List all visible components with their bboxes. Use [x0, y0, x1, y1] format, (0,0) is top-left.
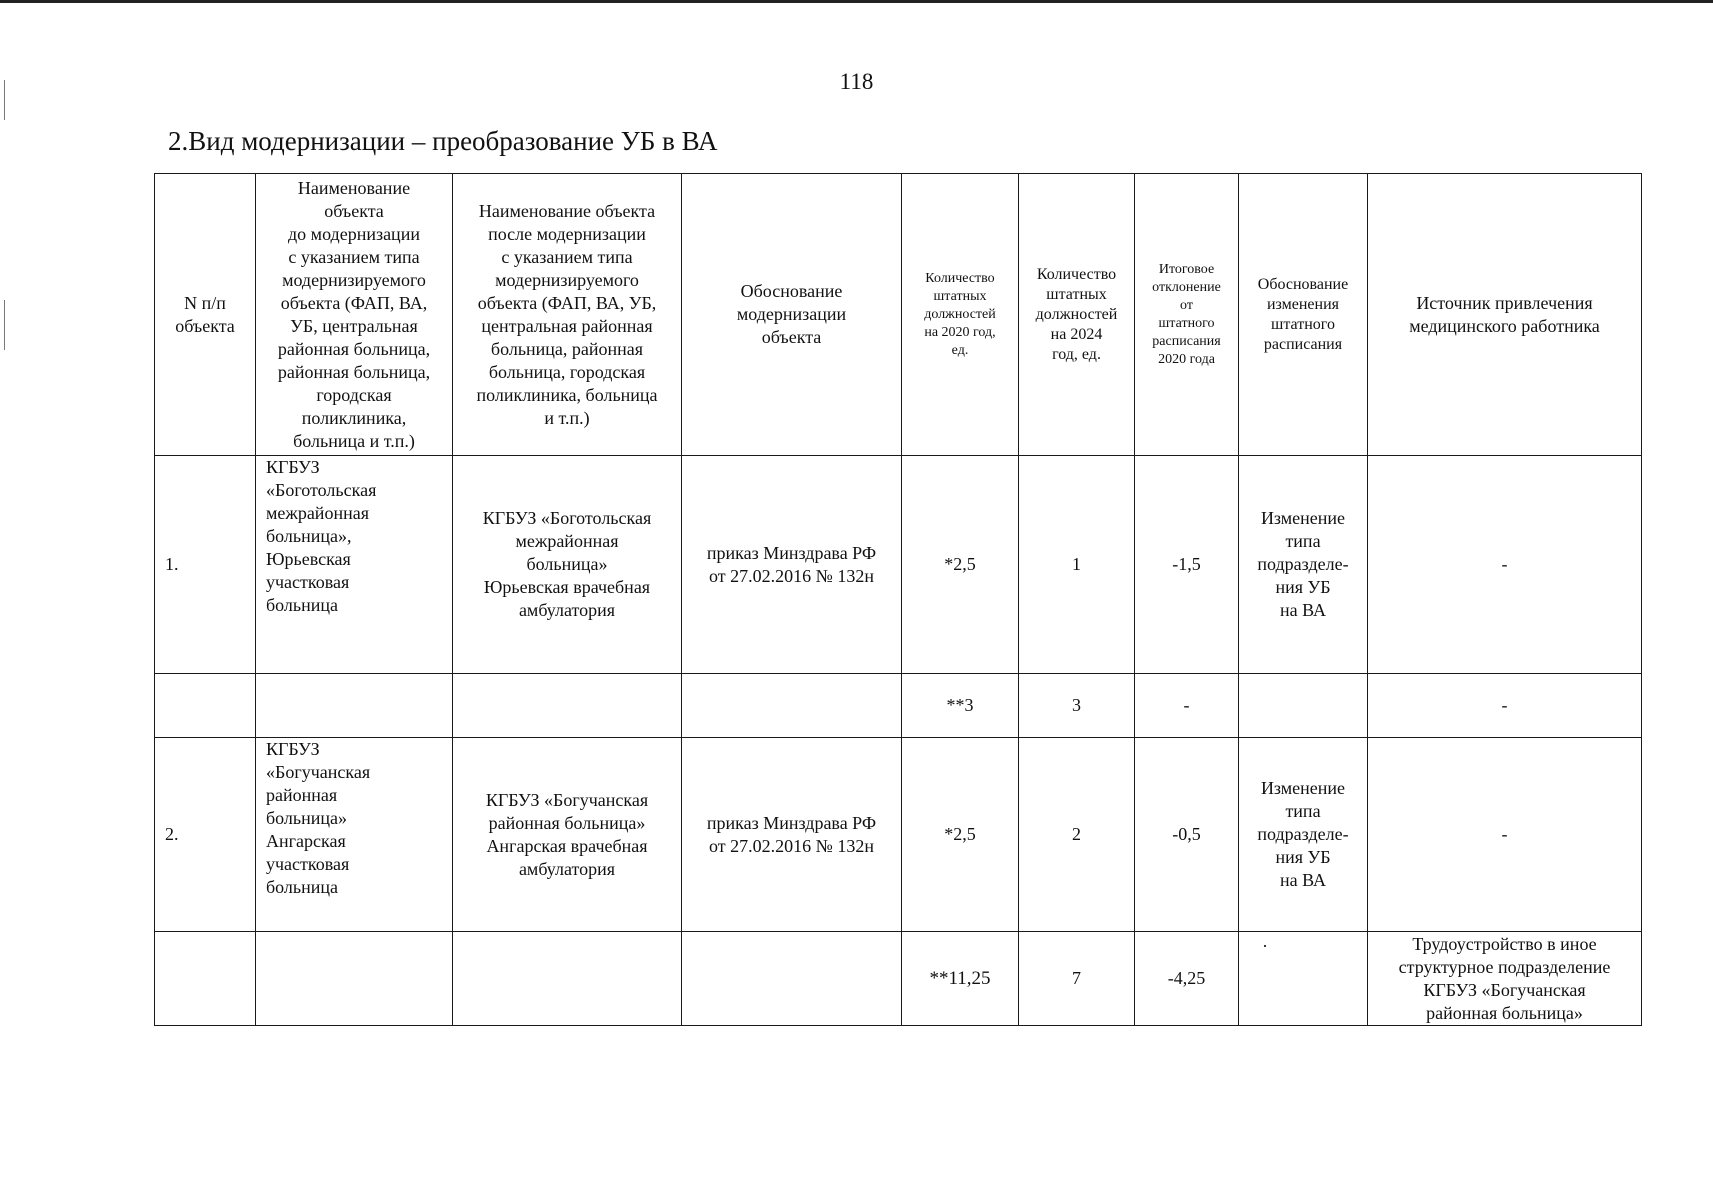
staff-source: Трудоустройство в иное структурное подразделение КГБУЗ «Богучанская районная больница»	[1368, 932, 1642, 1026]
page-number: 118	[839, 69, 874, 94]
section-title: 2.Вид модернизации – преобразование УБ в ВА	[168, 126, 718, 156]
table-header-row	[155, 174, 1642, 456]
staff-2024: 1	[1019, 456, 1135, 674]
modernization-basis	[682, 674, 902, 738]
header-staff-source: Источник привлечения медицинского работника	[1368, 174, 1642, 456]
object-after: КГБУЗ «Богучанская районная больница» Ангарская врачебная амбулатория	[453, 738, 682, 932]
row-number: 2.	[155, 738, 256, 932]
modernization-basis: приказ Минздрава РФ от 27.02.2016 № 132н	[682, 456, 902, 674]
staff-2020: **3	[902, 674, 1019, 738]
staff-2020: *2,5	[902, 738, 1019, 932]
object-after	[453, 932, 682, 1026]
table-row	[155, 932, 1642, 1026]
header-deviation: Итоговое отклонение от штатного расписания 2020 года	[1135, 174, 1239, 456]
staff-source: -	[1368, 738, 1642, 932]
table-row	[155, 738, 1642, 932]
staff-source: -	[1368, 674, 1642, 738]
header-change-basis: Обоснование изменения штатного расписания	[1239, 174, 1368, 456]
change-basis	[1239, 674, 1368, 738]
staff-2020: **11,25	[902, 932, 1019, 1026]
header-modernization-basis: Обоснование модернизации объекта	[682, 174, 902, 456]
header-object-after: Наименование объекта после модернизации с указанием типа модернизируемого объекта (ФАП, ВА, УБ, центральная районная больница, районная больница, городская поликлиника, больница и т.п.)	[453, 174, 682, 456]
scan-edge-mark	[4, 300, 5, 350]
top-scan-rule	[0, 0, 1713, 3]
row-number: 1.	[155, 456, 256, 674]
object-before	[256, 932, 453, 1026]
modernization-basis: приказ Минздрава РФ от 27.02.2016 № 132н	[682, 738, 902, 932]
staff-source: -	[1368, 456, 1642, 674]
header-number: N п/п объекта	[155, 174, 256, 456]
header-staff-2020: Количество штатных должностей на 2020 год, ед.	[902, 174, 1019, 456]
deviation: -1,5	[1135, 456, 1239, 674]
object-after	[453, 674, 682, 738]
object-before	[256, 674, 453, 738]
staff-2024: 7	[1019, 932, 1135, 1026]
staff-2024: 2	[1019, 738, 1135, 932]
row-number	[155, 674, 256, 738]
object-after: КГБУЗ «Боготольская межрайонная больница» Юрьевская врачебная амбулатория	[453, 456, 682, 674]
row-number	[155, 932, 256, 1026]
header-object-before: Наименование объекта до модернизации с указанием типа модернизируемого объекта (ФАП, ВА, УБ, центральная районная больница, районная больница, городская поликлиника, больница и т.п.)	[256, 174, 453, 456]
change-basis: Изменение типа подразделе- ния УБ на ВА	[1239, 456, 1368, 674]
change-basis: Изменение типа подразделе- ния УБ на ВА	[1239, 738, 1368, 932]
deviation: -4,25	[1135, 932, 1239, 1026]
object-before: КГБУЗ «Богучанская районная больница» Ангарская участковая больница	[256, 738, 453, 932]
table-row	[155, 456, 1642, 674]
object-before: КГБУЗ «Боготольская межрайонная больница», Юрьевская участковая больница	[256, 456, 453, 674]
change-basis	[1239, 932, 1368, 1026]
modernization-basis	[682, 932, 902, 1026]
header-staff-2024: Количество штатных должностей на 2024 год, ед.	[1019, 174, 1135, 456]
table-row	[155, 674, 1642, 738]
deviation: -0,5	[1135, 738, 1239, 932]
modernization-table	[154, 173, 1642, 1026]
stray-dot-mark: ·	[1262, 936, 1268, 956]
staff-2024: 3	[1019, 674, 1135, 738]
staff-2020: *2,5	[902, 456, 1019, 674]
deviation: -	[1135, 674, 1239, 738]
